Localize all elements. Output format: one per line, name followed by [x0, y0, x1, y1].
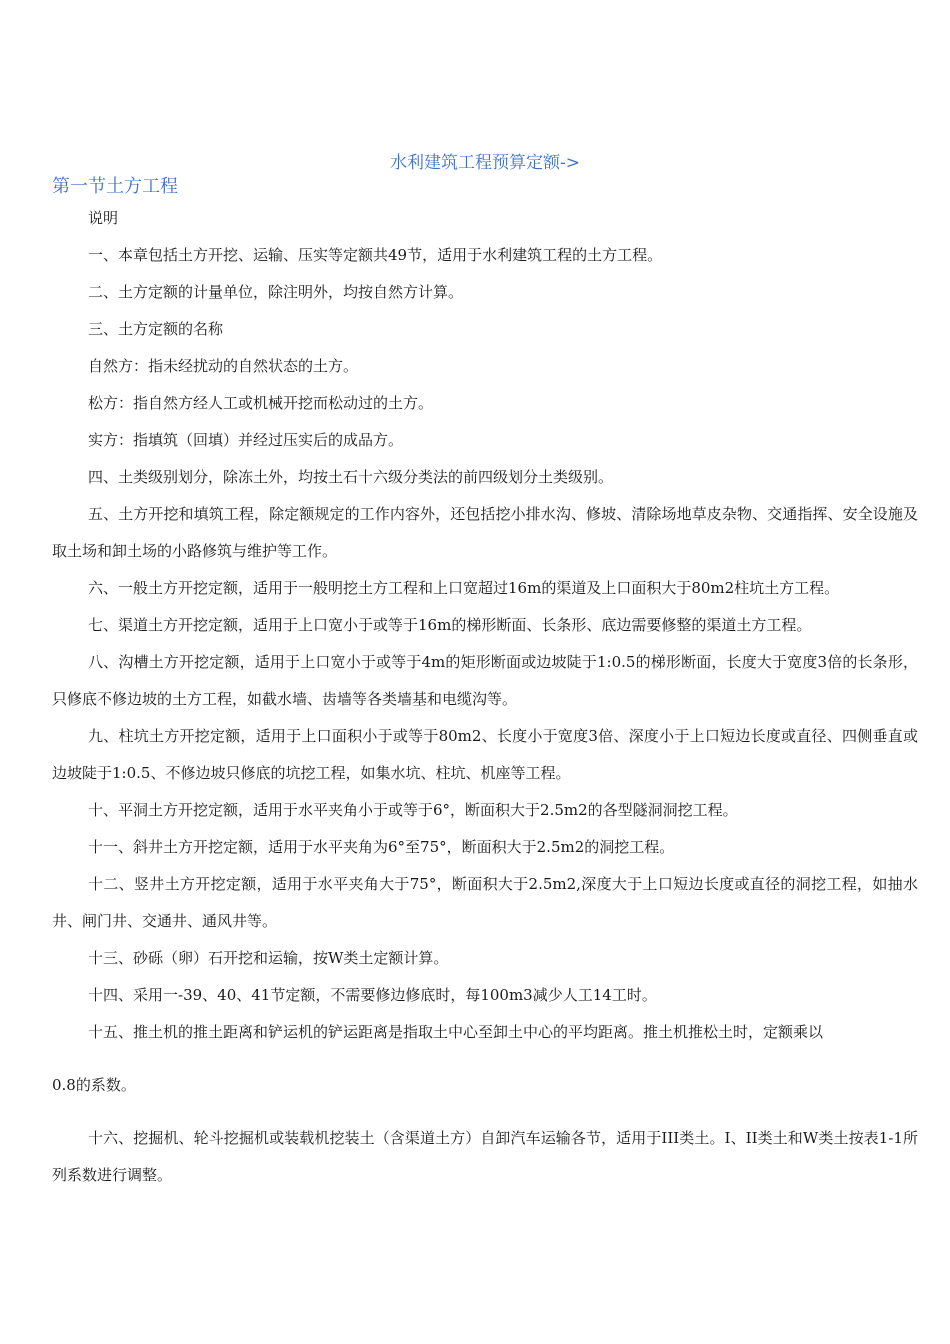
paragraph: 七、渠道土方开挖定额，适用于上口宽小于或等于16m的梯形断面、长条形、底边需要修整的渠道土方工程。	[88, 616, 812, 634]
paragraph: 五、土方开挖和填筑工程，除定额规定的工作内容外，还包括挖小排水沟、修坡、清除场地草皮杂物、交通指挥、安全设施及取土场和卸土场的小路修筑与维护等工作。	[52, 505, 918, 560]
paragraph: 松方：指自然方经人工或机械开挖而松动过的土方。	[88, 394, 434, 412]
paragraph-continuation: 0.8的系数。	[52, 1076, 136, 1094]
document-title: 水利建筑工程预算定额->	[390, 153, 580, 173]
paragraph: 四、土类级别划分，除冻土外，均按土石十六级分类法的前四级划分土类级别。	[88, 468, 614, 486]
document-body	[52, 200, 918, 1194]
paragraph: 十一、斜井土方开挖定额，适用于水平夹角为6°至75°，断面积大于2.5m2的洞挖工程。	[88, 838, 675, 856]
section-heading: 第一节土方工程	[52, 176, 178, 197]
paragraph: 十五、推土机的推土距离和铲运机的铲运距离是指取土中心至卸土中心的平均距离。推土机推松土时，定额乘以	[88, 1023, 824, 1041]
paragraph: 实方：指填筑（回填）并经过压实后的成品方。	[88, 431, 404, 449]
paragraph: 八、沟槽土方开挖定额，适用于上口宽小于或等于4m的矩形断面或边坡陡于1:0.5的梯形断面，长度大于宽度3倍的长条形，只修底不修边坡的土方工程，如截水墙、齿墙等各类墙基和电缆沟等。	[52, 653, 918, 708]
paragraph-notes-label: 说明	[88, 209, 119, 227]
paragraph: 六、一般土方开挖定额，适用于一般明挖土方工程和上口宽超过16m的渠道及上口面积大于80m2柱坑土方工程。	[88, 579, 840, 597]
paragraph: 二、土方定额的计量单位，除注明外，均按自然方计算。	[88, 283, 464, 301]
paragraph: 十三、砂砾（卵）石开挖和运输，按W类土定额计算。	[88, 949, 449, 967]
paragraph: 三、土方定额的名称	[88, 320, 224, 338]
paragraph: 一、本章包括土方开挖、运输、压实等定额共49节，适用于水利建筑工程的土方工程。	[88, 246, 663, 264]
paragraph: 自然方：指未经扰动的自然状态的土方。	[88, 357, 359, 375]
paragraph: 十、平洞土方开挖定额，适用于水平夹角小于或等于6°，断面积大于2.5m2的各型隧洞洞挖工程。	[88, 801, 738, 819]
paragraph: 九、柱坑土方开挖定额，适用于上口面积小于或等于80m2、长度小于宽度3倍、深度小于上口短边长度或直径、四侧垂直或边坡陡于1:0.5、不修边坡只修底的坑挖工程，如集水坑、柱坑、机座等工程。	[52, 727, 918, 782]
paragraph: 十六、挖掘机、轮斗挖掘机或装载机挖装土（含渠道土方）自卸汽车运输各节，适用于III类土。I、II类土和W类土按表1-1所列系数进行调整。	[52, 1129, 918, 1184]
paragraph: 十二、竖井土方开挖定额，适用于水平夹角大于75°，断面积大于2.5m2,深度大于上口短边长度或直径的洞挖工程，如抽水井、闸门井、交通井、通风井等。	[52, 875, 918, 930]
paragraph: 十四、采用一-39、40、41节定额，不需要修边修底时，每100m3减少人工14工时。	[88, 986, 657, 1004]
